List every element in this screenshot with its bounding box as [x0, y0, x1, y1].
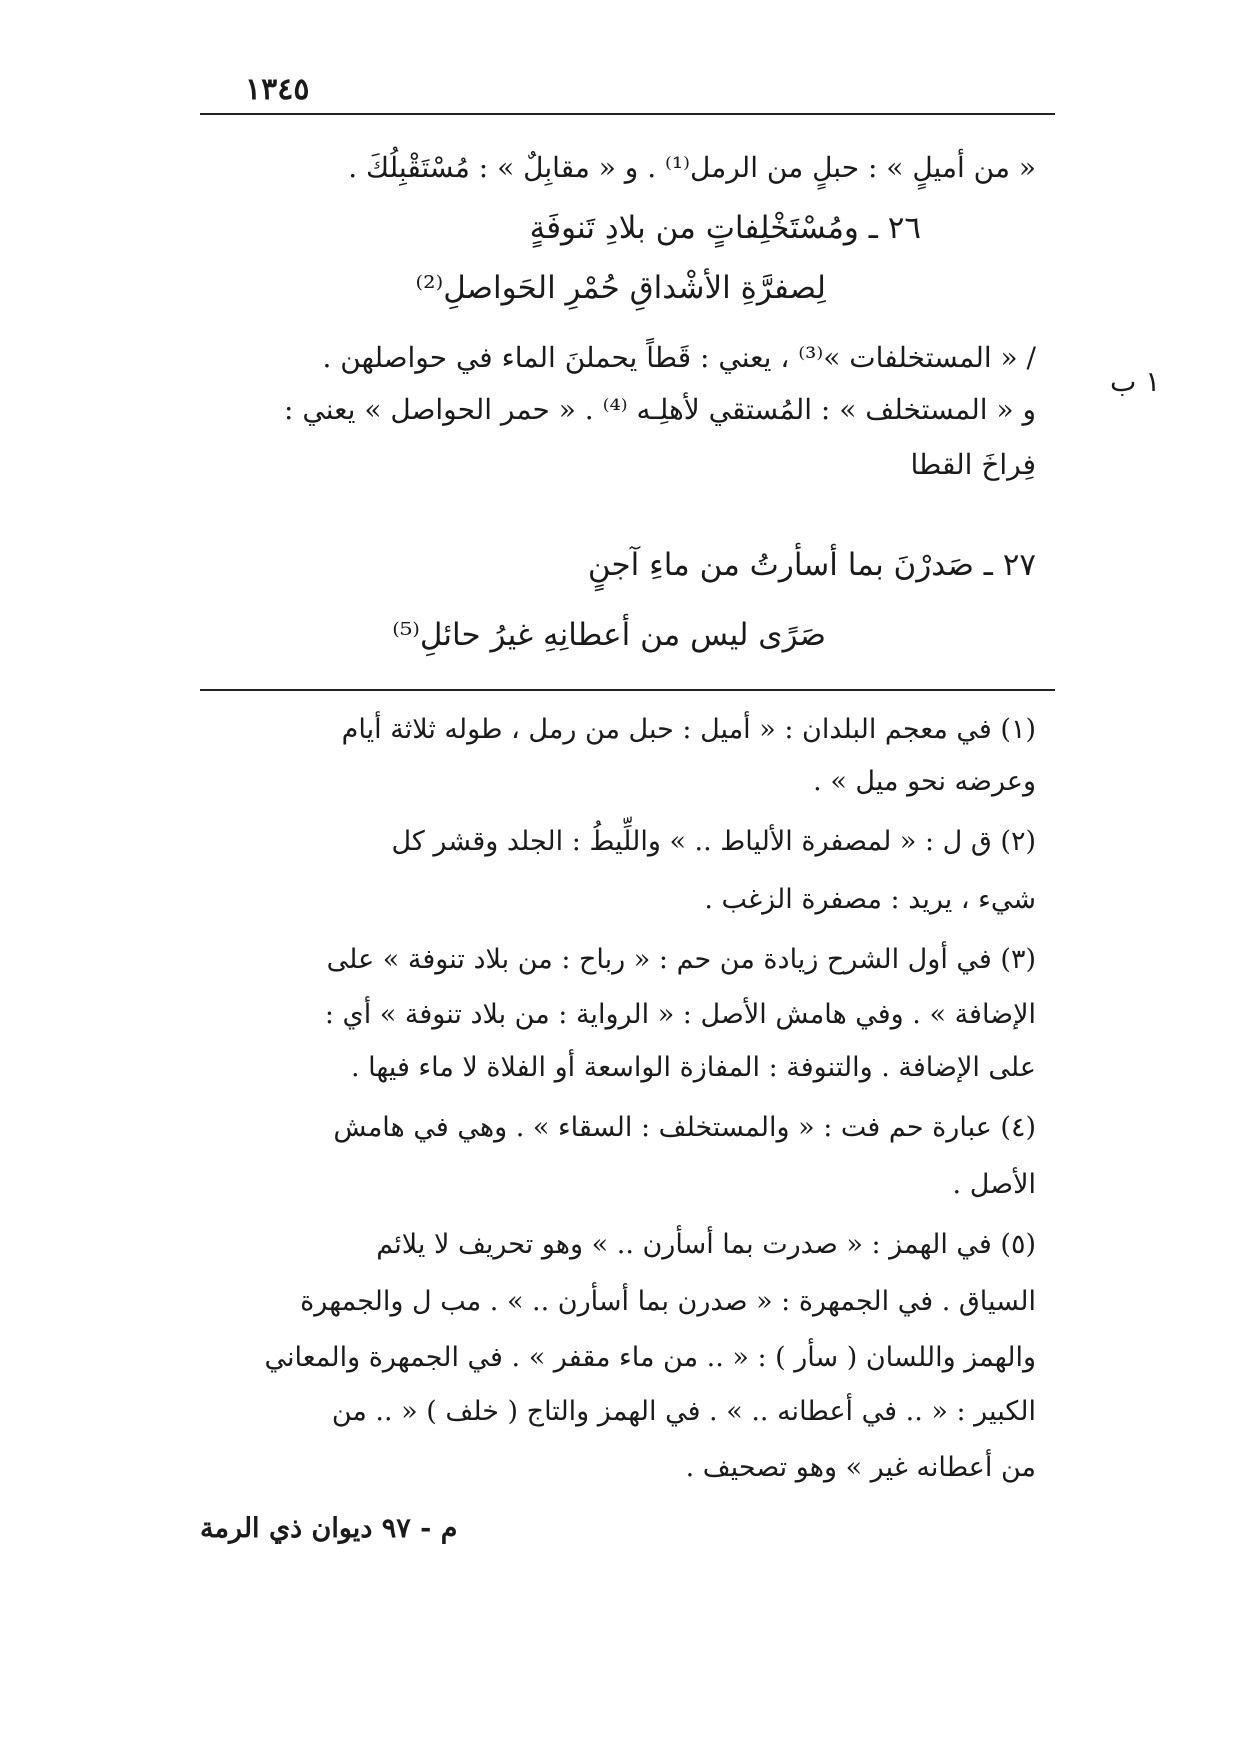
verse-27-hemistich-2: صَرًى ليس من أعطانِهِ غيرُ حائلِ⁽⁵⁾ — [392, 617, 826, 653]
verse-27-hemistich-1: ٢٧ ـ صَدرْنَ بما أسأرتُ من ماءِ آجنٍ — [587, 547, 1036, 583]
footnote-1-line-2: وعرضه نحو ميل » . — [813, 766, 1036, 797]
footnote-2-line-1: (٢) ق ل : « لمصفرة الألياط .. » واللِّيطُ : الجلد وقشر كل — [391, 826, 1036, 857]
footnote-5-line-5: من أعطانه غير » وهو تصحيف . — [685, 1452, 1036, 1483]
signature-mark: م - ٩٧ ديوان ذي الرمة — [200, 1513, 458, 1544]
footnote-5-line-4: الكبير : « .. في أعطانه .. » . في الهمز والتاج ( خلف ) « .. من — [331, 1396, 1036, 1427]
footnote-1-line-1: (١) في معجم البلدان : « أميل : حبل من رمل ، طوله ثلاثة أيام — [341, 714, 1036, 745]
commentary-line-2: / « المستخلفات »⁽³⁾ ، يعني : قَطاً يحملنَ الماء في حواصلهن . — [322, 341, 1036, 374]
footnote-3-line-3: على الإضافة . والتنوفة : المفازة الواسعة أو الفلاة لا ماء فيها . — [350, 1052, 1036, 1083]
footnote-5-line-3: والهمز واللسان ( سأر ) : « .. من ماء مقفر » . في الجمهرة والمعاني — [264, 1342, 1036, 1373]
footnote-4-line-1: (٤) عبارة حم فت : « والمستخلف : السقاء » . وهي في هامش — [333, 1112, 1036, 1143]
footnote-3-line-1: (٣) في أول الشرح زيادة من حم : « رباح : من بلاد تنوفة » على — [326, 944, 1036, 975]
footnote-5-line-2: السياق . في الجمهرة : « صدرن بما أسأرن .. » . مب ل والجمهرة — [300, 1286, 1036, 1317]
footnote-2-line-2: شيء ، يريد : مصفرة الزغب . — [704, 884, 1036, 915]
commentary-line-1: « من أميلٍ » : حبلٍ من الرمل⁽¹⁾ . و « مقابِلٌ » : مُسْتَقْبِلُكَ . — [348, 151, 1036, 184]
verse-26-hemistich-1: ٢٦ ـ ومُسْتَخْلِفاتٍ من بلادِ تَنوفَةٍ — [529, 210, 921, 246]
verse-26-hemistich-2: لِصفرَّةِ الأشْداقِ حُمْرِ الحَواصلِ⁽²⁾ — [415, 270, 826, 306]
commentary-line-3: و « المستخلف » : المُستقي لأهلِـه ⁽⁴⁾ . « حمر الحواصل » يعني : — [284, 393, 1036, 426]
header-rule — [200, 113, 1055, 115]
manuscript-folio-marker: ١ ب — [1110, 365, 1161, 398]
footnote-3-line-2: الإضافة » . وفي هامش الأصل : « الرواية : من بلاد تنوفة » أي : — [324, 999, 1036, 1030]
page-number: ١٣٤٥ — [245, 72, 310, 107]
commentary-line-4: فِراخَ القطا — [910, 448, 1036, 481]
footnote-separator — [200, 689, 1055, 691]
footnote-5-line-1: (٥) في الهمز : « صدرت بما أسأرن .. » وهو تحريف لا يلائم — [376, 1229, 1036, 1260]
footnote-4-line-2: الأصل . — [952, 1169, 1036, 1200]
